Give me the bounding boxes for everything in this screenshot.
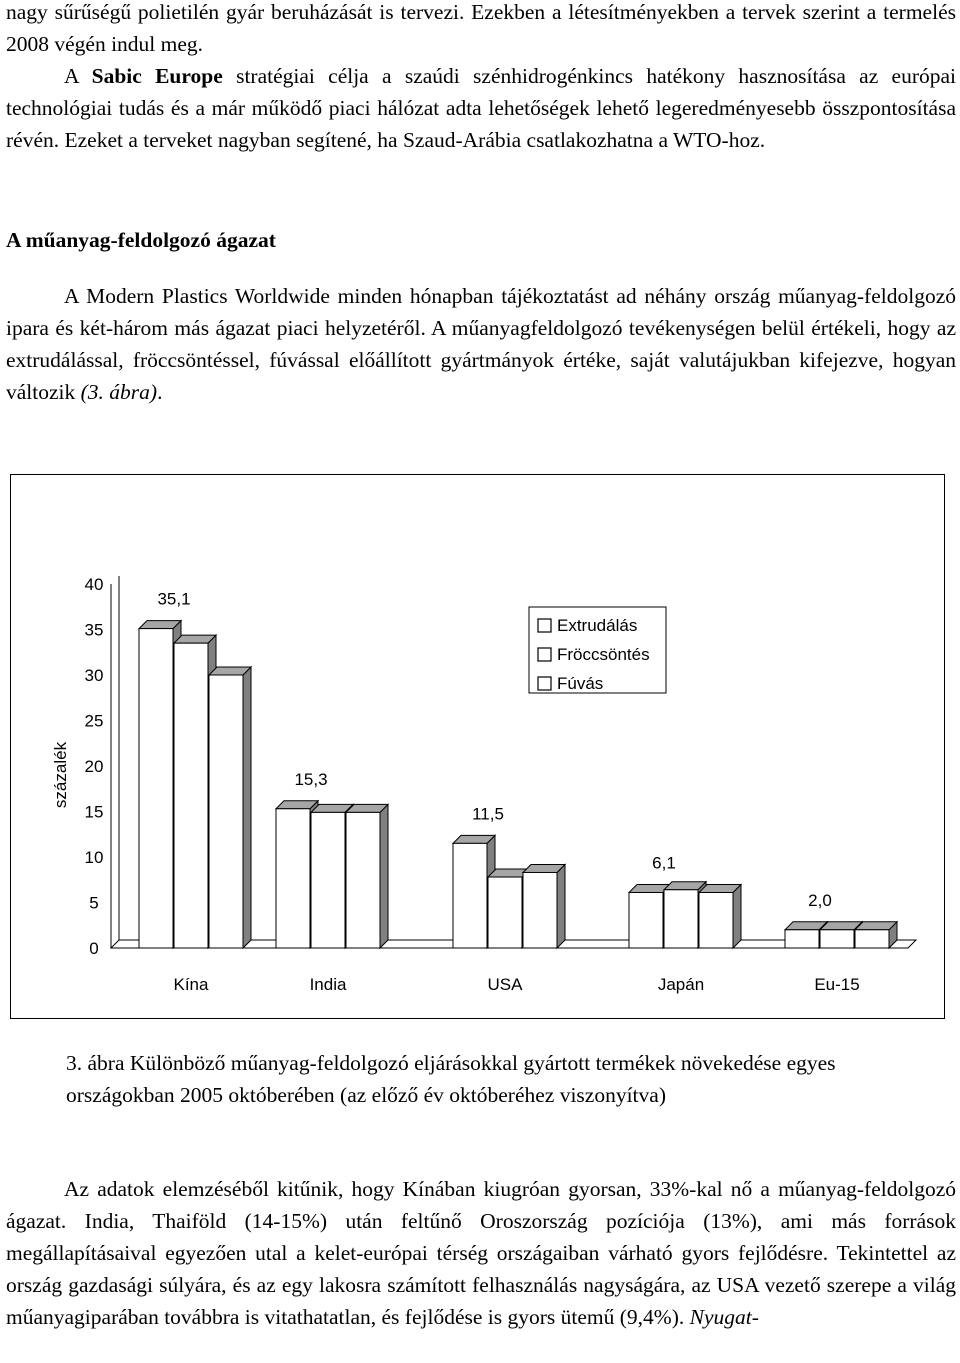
y-tick-label: 15 [84, 802, 104, 822]
bar-top [453, 835, 495, 843]
paragraph-3-text: A Modern Plastics Worldwide minden hónapban tájékoztatást ad néhány ország műanyag-feldolgozó ipara és két-három más ágazat piaci helyzetéről. A műanyagfeldolgozó tevékenységen belül értékeli, hogy az extrudálással, fröccsöntéssel, fúvással előállított gyártmányok értéke, saját valutájukban kifejezve, hogyan változik [6, 284, 956, 404]
bar [346, 812, 380, 948]
x-tick-label: India [309, 975, 347, 994]
bar-top [139, 621, 181, 629]
section-heading: A műanyag-feldolgozó ágazat [6, 228, 276, 252]
bar-side [557, 864, 565, 948]
figure-caption: 3. ábra Különböző műanyag-feldolgozó eljárásokkal gyártott termékek növekedése egyes országokban 2005 októberében (az előző év októberéhez viszonyítva) [66, 1051, 836, 1107]
x-tick-label: Eu-15 [814, 975, 860, 994]
paragraph-3 [6, 280, 956, 408]
paragraph-3-end: . [157, 380, 163, 404]
company-name: Sabic Europe [91, 64, 223, 88]
paragraph-1-text: nagy sűrűségű polietilén gyár beruházását is tervezi. Ezekben a létesítményekben a tervek szerint a termelés 2008 végén indul meg. [6, 0, 956, 56]
bar-top [209, 667, 251, 675]
data-label: 2,0 [808, 890, 832, 910]
bar [276, 809, 310, 948]
y-tick-label: 30 [84, 666, 104, 685]
bar [139, 629, 173, 948]
bar [311, 812, 345, 948]
data-label: 15,3 [294, 769, 328, 789]
bar [785, 930, 819, 948]
x-tick-label: USA [487, 975, 523, 994]
bar-side [380, 804, 388, 948]
y-tick-label: 25 [84, 711, 104, 731]
data-label: 35,1 [157, 589, 191, 609]
y-tick-label: 10 [84, 848, 104, 867]
bar-top [276, 801, 318, 809]
legend-swatch [538, 648, 551, 661]
bar-top [664, 882, 706, 890]
bar [699, 892, 733, 948]
paragraph-4 [6, 1173, 956, 1333]
paragraph-2-text: stratégiai célja a szaúdi szénhidrogénkincs hatékony hasznosítása az európai technológiai tudás és a már működő piaci hálózat adta lehetőségek lehető legeredményesebb összpontosítása révén. Ezeket a terveket nagyban segítené, ha Szaud-Arábia csatlakozhatna a WTO-hoz. [6, 64, 956, 152]
legend-label: Fúvás [557, 674, 604, 693]
chart-frame [10, 474, 945, 1019]
paragraph-2 [6, 60, 956, 156]
paragraph-1 [6, 0, 956, 60]
y-tick-label: 20 [84, 757, 104, 776]
figure-reference: (3. ábra) [80, 380, 158, 404]
bar [855, 930, 889, 948]
bar-side [243, 667, 251, 948]
bar [209, 675, 243, 948]
bar-top [346, 804, 388, 812]
x-tick-label: Japán [657, 975, 705, 994]
y-tick-label: 5 [89, 893, 99, 913]
bar-top [855, 922, 897, 930]
bar-chart [11, 475, 944, 1018]
y-tick-label: 35 [84, 620, 104, 640]
legend-swatch [538, 619, 551, 632]
bar [820, 930, 854, 948]
bar-top [699, 884, 741, 892]
bar-side [733, 884, 741, 948]
legend-swatch [538, 677, 551, 690]
y-axis-label: százalék [51, 741, 70, 809]
data-label: 6,1 [652, 853, 676, 873]
paragraph-2-prefix: A [64, 64, 92, 88]
paragraph-4-text: Az adatok elemzéséből kitűnik, hogy Kínában kiugróan gyorsan, 33%-kal nő a műanyag-feldolgozó ágazat. India, Thaiföld (14-15%) után feltűnő Oroszország pozíciója (13%), ami más források megállapításaival egyezően utal a kelet-európai térség országaiban várható gyors fejlődésre. Tekintettel az ország gazdasági súlyára, és az egy lakosra számított felhasználás nagyságára, az USA vezető szerepe a világ műanyagiparában továbbra is vitathatatlan, és fejlődése is gyors ütemű (9,4%). [6, 1177, 956, 1329]
bar [664, 890, 698, 948]
legend-label: Fröccsöntés [557, 645, 650, 664]
bar [523, 872, 557, 948]
bar-top [523, 864, 565, 872]
bar [629, 892, 663, 948]
paragraph-4-italic: Nyugat- [689, 1305, 759, 1329]
bar [174, 643, 208, 948]
x-tick-label: Kína [173, 975, 209, 994]
bar [488, 877, 522, 948]
bar [453, 843, 487, 948]
legend-label: Extrudálás [557, 616, 638, 635]
bar-top [174, 635, 216, 643]
y-tick-label: 0 [89, 939, 99, 958]
data-label: 11,5 [472, 804, 504, 824]
y-tick-label: 40 [84, 575, 104, 594]
